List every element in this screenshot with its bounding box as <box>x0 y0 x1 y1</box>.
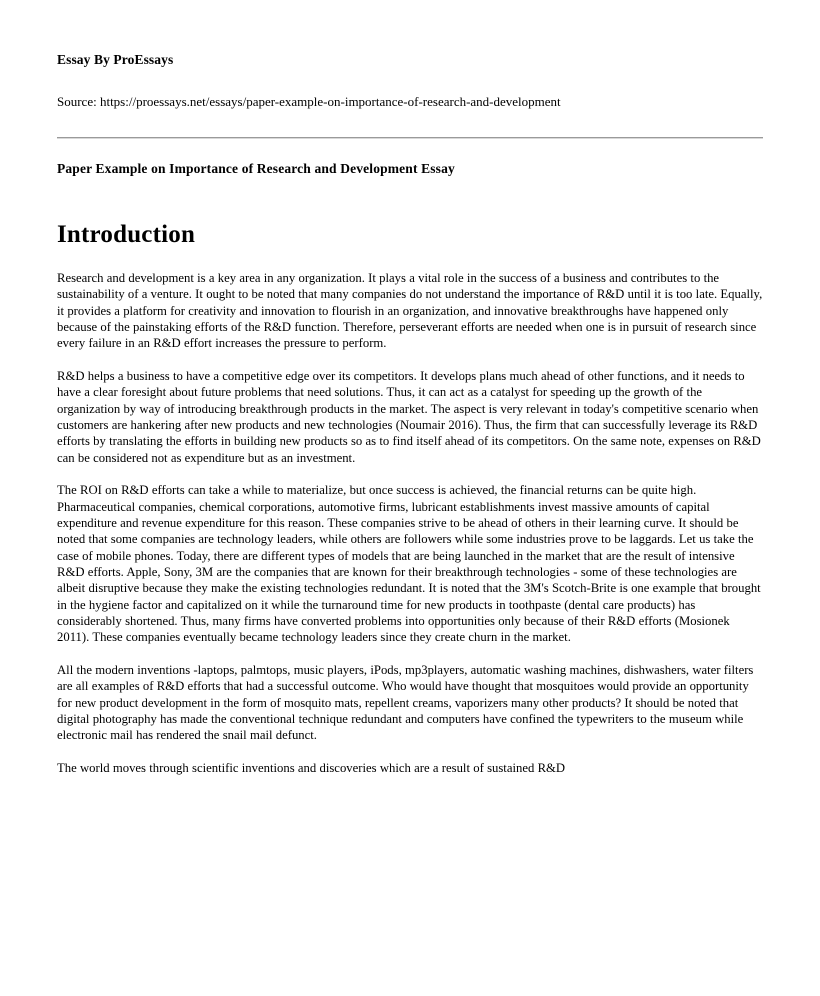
paragraph: R&D helps a business to have a competitive edge over its competitors. It develops plans much ahead of other functions, and it needs to have a clear foresight about future problems that need solutions. Thus, it can act as a catalyst for speeding up the growth of the organization by way of introducing breakthrough products in the market. The aspect is very relevant in today's competitive scenario when customers are hankering after new products and new technologies (Noumair 2016). Thus, the firm that can successfully leverage its R&D efforts by translating the efforts in building new products so as to find itself ahead of its competitors. On the same note, expenses on R&D can be considered not as expenditure but as an investment. <box>57 369 761 465</box>
document-header <box>57 0 763 139</box>
paragraph: Research and development is a key area in any organization. It plays a vital role in the success of a business and contributes to the sustainability of a venture. It ought to be noted that many companies do not understand the importance of R&D until it is too late. Equally, it provides a platform for creativity and innovation to flourish in an organization, and innovative breakthroughs have happened only because of the painstaking efforts of the R&D function. Therefore, perseverant efforts are needed when one is in pursuit of research since every failure in an R&D effort increases the pressure to perform. <box>57 271 763 351</box>
paragraph: All the modern inventions -laptops, palmtops, music players, iPods, mp3players, automatic washing machines, dishwashers, water filters are all examples of R&D efforts that had a successful outcome. Who would have thought that mosquitoes would provide an opportunity for new product development in the form of mosquito mats, repellent creams, vaporizers many other products? It should be noted that digital photography has made the conventional technique redundant and computers have confined the typewriters to the museum while electronic mail has rendered the snail mail defunct. <box>57 663 754 743</box>
source-url-line: Source: https://proessays.net/essays/paper-example-on-importance-of-research-and-development <box>57 94 561 109</box>
brand-label: Essay By ProEssays <box>57 52 174 67</box>
page-title: Paper Example on Importance of Research and Development Essay <box>57 161 455 176</box>
paragraph: The world moves through scientific inventions and discoveries which are a result of sustained R&D <box>57 761 566 776</box>
paragraph: The ROI on R&D efforts can take a while to materialize, but once success is achieved, the financial returns can be quite high. Pharmaceutical companies, chemical corporations, automotive firms, lubricant establishments invest massive amounts of capital expenditure and revenue expenditure for this reason. These companies strive to be ahead of others in their learning curve. It should be noted that some companies are technology leaders, while others are followers while some industries prove to be laggards. Let us take the case of mobile phones. Today, there are different types of models that are being launched in the market that are the result of intensive R&D efforts. Apple, Sony, 3M are the companies that are known for their breakthrough technologies - some of these technologies are albeit disruptive because they make the existing technologies redundant. It is noted that the 3M's Scotch-Brite is one example that brought in the hygiene factor and capitalized on it while the turnaround time for new products in toothpaste (dental care products) has considerably shortened. Thus, many firms have converted problems into opportunities only because of their R&D efforts (Mosionek 2011). These companies eventually became technology leaders since they create churn in the market. <box>57 483 761 645</box>
section-heading-introduction: Introduction <box>57 221 196 248</box>
essay-body <box>57 249 763 776</box>
